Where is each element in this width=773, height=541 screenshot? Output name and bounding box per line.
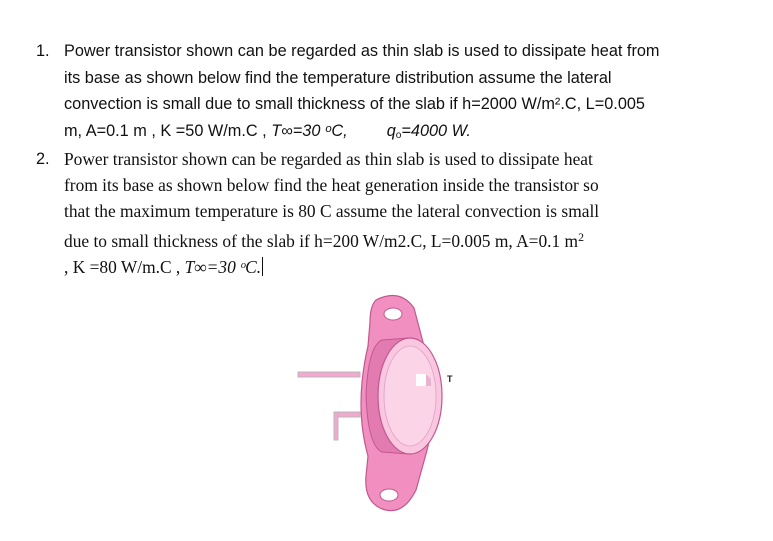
lead-1 [298,372,360,377]
face-highlight [416,374,426,386]
problem-1-text [64,38,736,149]
q-subscript: o [395,129,402,141]
bottom-mounting-hole [380,489,398,501]
problem-2-line-2: from its base as shown below find the heat generation inside the transistor so [64,175,599,195]
problem-2-line-5: , K =80 W/m.C , T∞=30 ᵒC. [64,256,262,277]
problem-1-line-3: convection is small due to small thickness of the slab if h=2000 W/m².C, L=0.005 [64,95,645,114]
problem-1 [36,38,736,146]
problem-2-text [64,146,736,280]
t-infinity-2: T∞=30 ᵒC. [184,256,262,277]
cylinder-face-inner [384,346,436,446]
transistor-figure [290,286,470,536]
t-infinity-1: T∞=30 ᵒC, [271,121,348,140]
text-cursor [262,257,263,276]
problem-2 [36,146,736,278]
problem-2-line-1: Power transistor shown can be regarded as thin slab is used to dissipate heat [64,149,593,169]
figure-label-t: T [447,374,453,384]
problem-1-line-2: its base as shown below find the temperature distribution assume the lateral [64,68,612,87]
problem-1-line-1: Power transistor shown can be regarded as thin slab is used to dissipate heat from [64,42,660,60]
problem-2-line-4: due to small thickness of the slab if h=200 W/m2.C, L=0.005 m, A=0.1 $m^2$ [64,230,584,251]
q-symbol: q [386,121,396,140]
problem-1-line-4: m, A=0.1 m , K =50 W/m.C , T∞=30 ᵒC, $q_o=4000$ W. [64,121,471,141]
transistor-illustration [290,286,470,536]
area-superscript: 2 [578,230,584,244]
q-value: =4000 W. [401,121,471,140]
lead-2-leg [334,412,338,440]
problem-2-line-3: that the maximum temperature is 80 C assume the lateral convection is small [64,201,600,221]
problem-2-number: 2. [36,150,50,168]
problem-1-number: 1. [36,42,50,60]
top-mounting-hole [384,308,402,320]
